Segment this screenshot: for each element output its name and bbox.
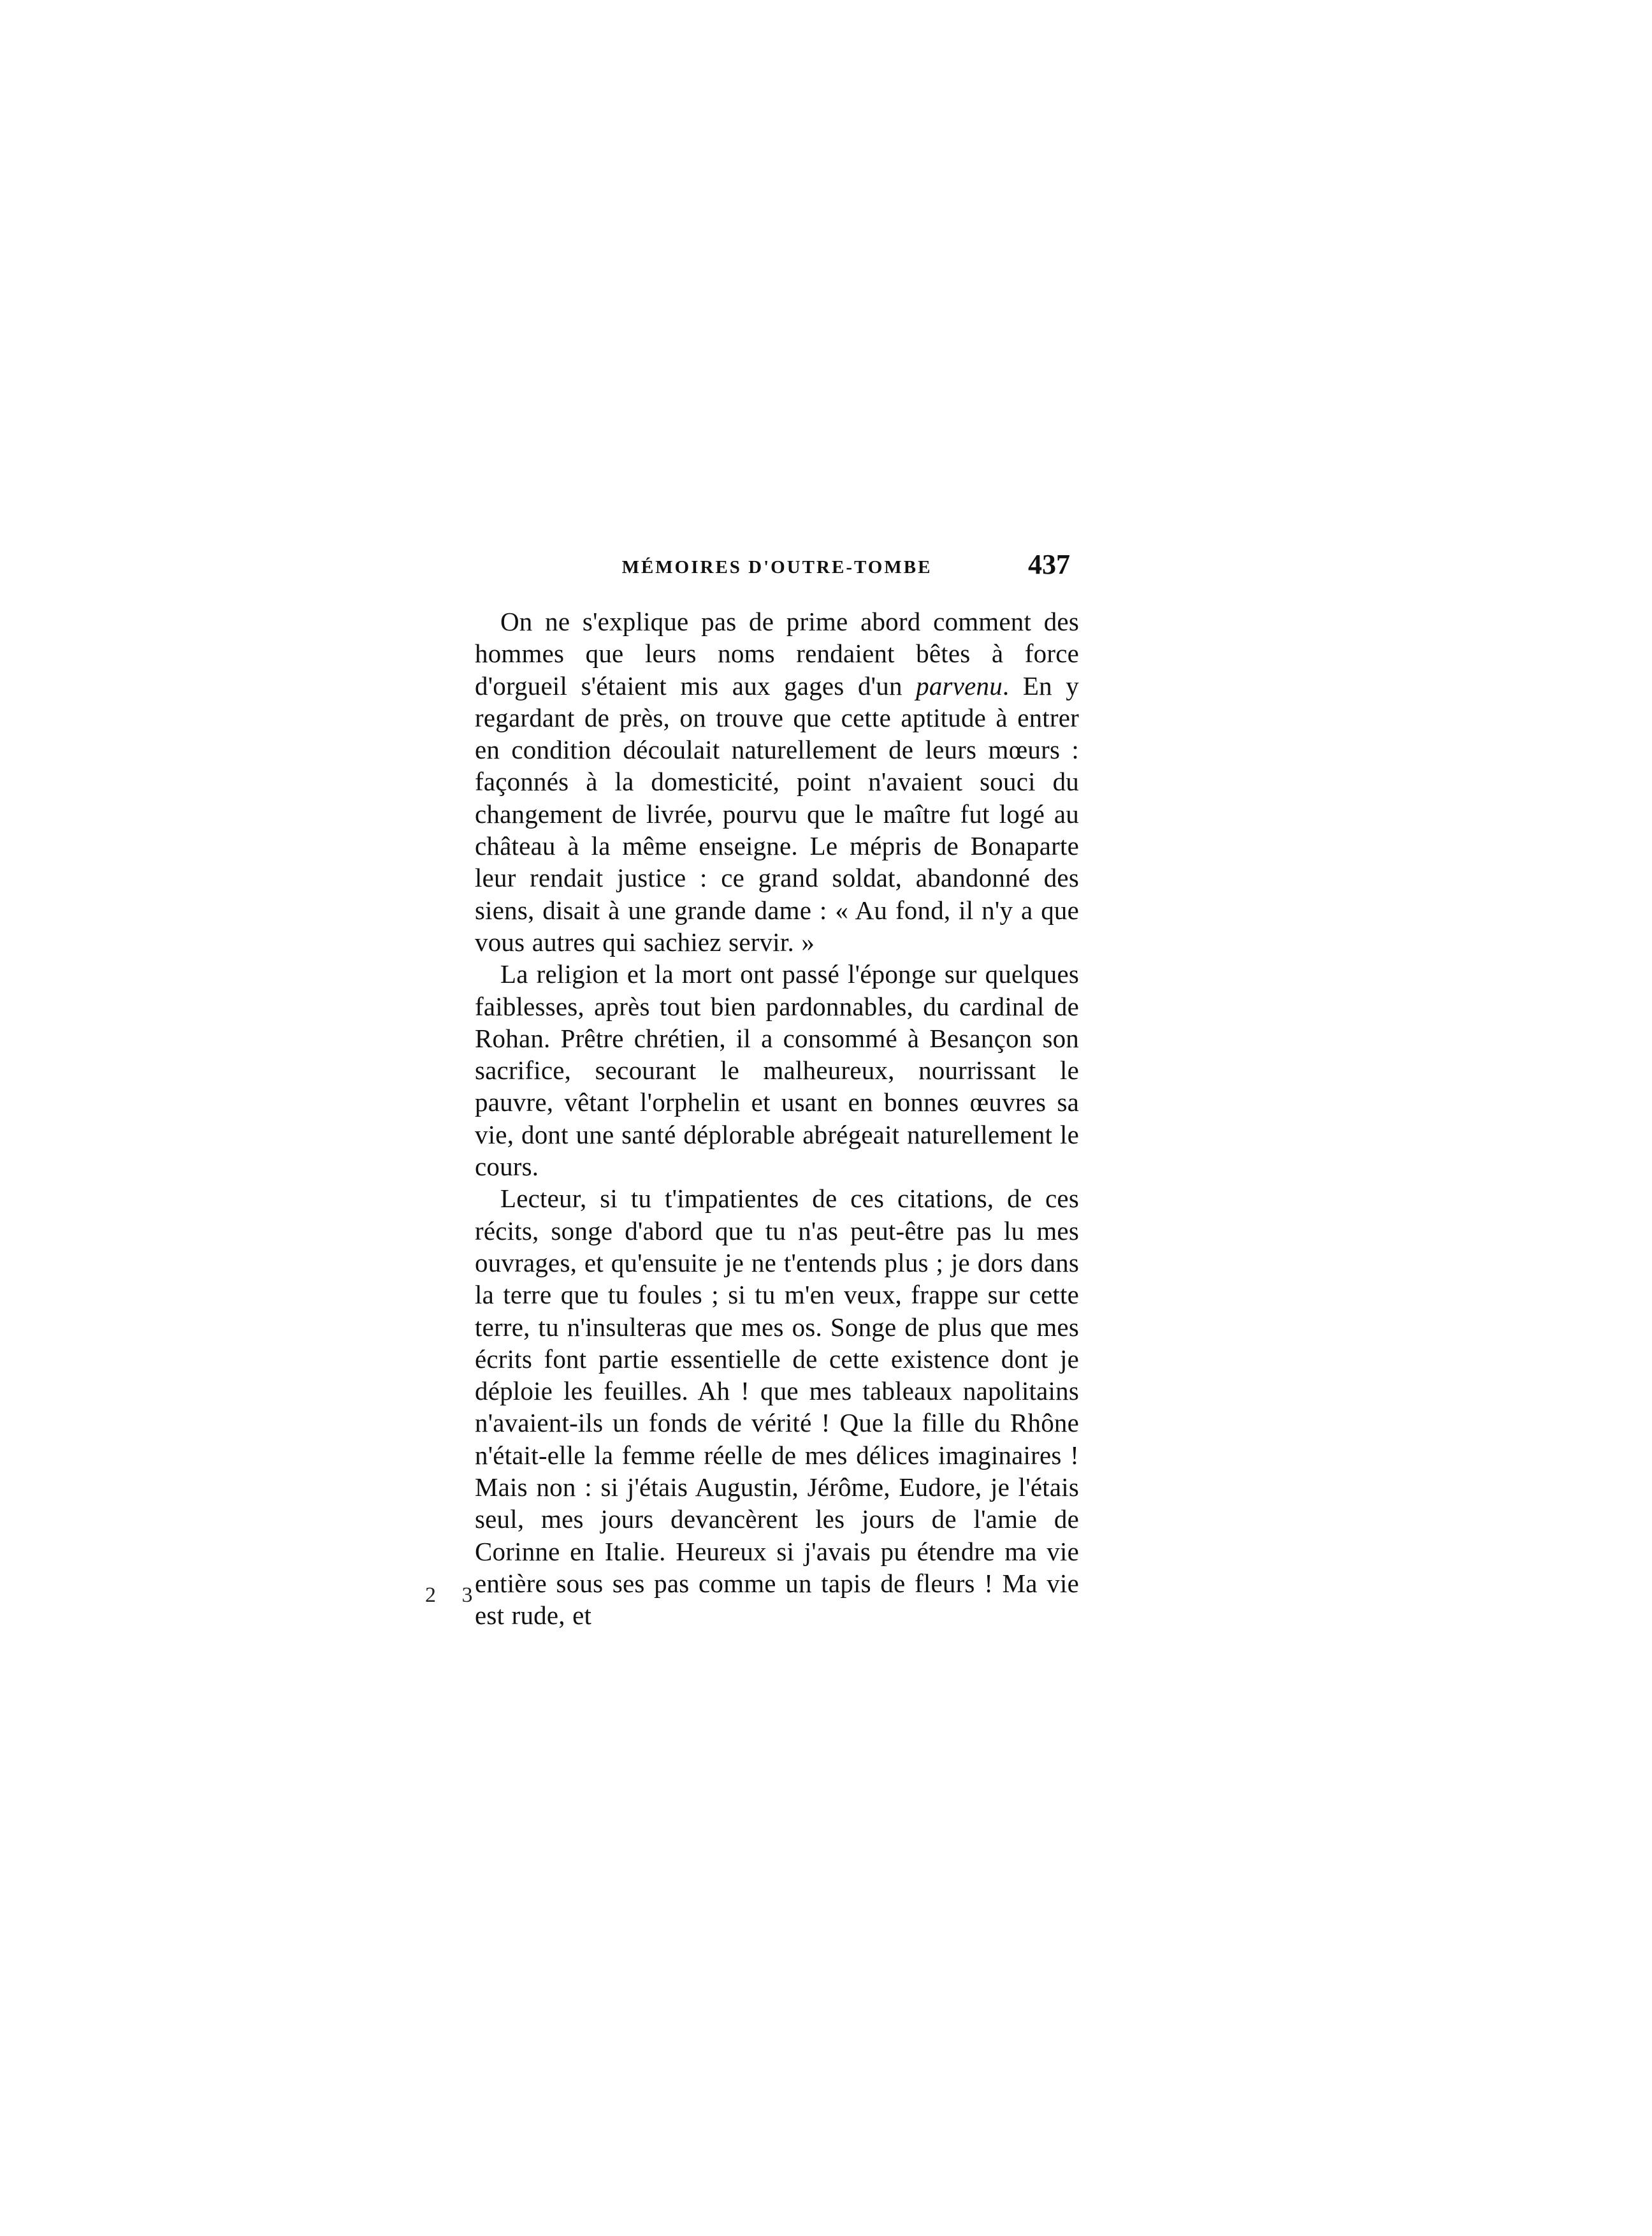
page-body (475, 548, 1079, 1632)
text-block (475, 606, 1079, 1632)
paragraph-1-text-b: . En y regardant de près, on trouve que cette aptitude à entrer en condition découlait naturellement de leurs mœurs : façonnés à la domesticité, point n'avaient souci du changement de livrée, pourvu que le maître fut logé au château à la même enseigne. Le mépris de Bonaparte leur rendait justice : ce grand soldat, abandonné des siens, disait à une grande dame : « Au fond, il n'y a que vous autres qui sachiez servir. » (475, 671, 1079, 957)
paragraph-1-italic: parvenu (916, 671, 1003, 701)
running-head (475, 548, 1079, 586)
paragraph-1 (475, 606, 1079, 958)
paragraph-1-text-a: On ne s'explique pas de prime abord comment des hommes que leurs noms rendaient bêtes à force d'orgueil s'étaient mis aux gages d'un (475, 607, 1079, 701)
signature-mark: 2 3 (425, 1583, 483, 1607)
running-title: MÉMOIRES D'OUTRE-TOMBE (621, 557, 932, 577)
page-number: 437 (1028, 549, 1070, 580)
paragraph-3: Lecteur, si tu t'impatientes de ces citations, de ces récits, songe d'abord que tu n'as peut-être pas lu mes ouvrages, et qu'ensuite je ne t'entends plus ; je dors dans la terre que tu foules ; si tu m'en veux, frappe sur cette terre, tu n'insulteras que mes os. Songe de plus que mes écrits font partie essentielle de cette existence dont je déploie les feuilles. Ah ! que mes tableaux napolitains n'avaient-ils un fonds de vérité ! Que la fille du Rhône n'était-elle la femme réelle de mes délices imaginaires ! Mais non : si j'étais Augustin, Jérôme, Eudore, je l'étais seul, mes jours devancèrent les jours de l'amie de Corinne en Italie. Heureux si j'avais pu étendre ma vie entière sous ses pas comme un tapis de fleurs ! Ma vie est rude, et (475, 1184, 1079, 1630)
paragraph-2: La religion et la mort ont passé l'éponge sur quelques faiblesses, après tout bien pardonnables, du cardinal de Rohan. Prêtre chrétien, il a consommé à Besançon son sacrifice, secourant le malheureux, nourrissant le pauvre, vêtant l'orphelin et usant en bonnes œuvres sa vie, dont une santé déplorable abrégeait naturellement le cours. (475, 959, 1079, 1182)
